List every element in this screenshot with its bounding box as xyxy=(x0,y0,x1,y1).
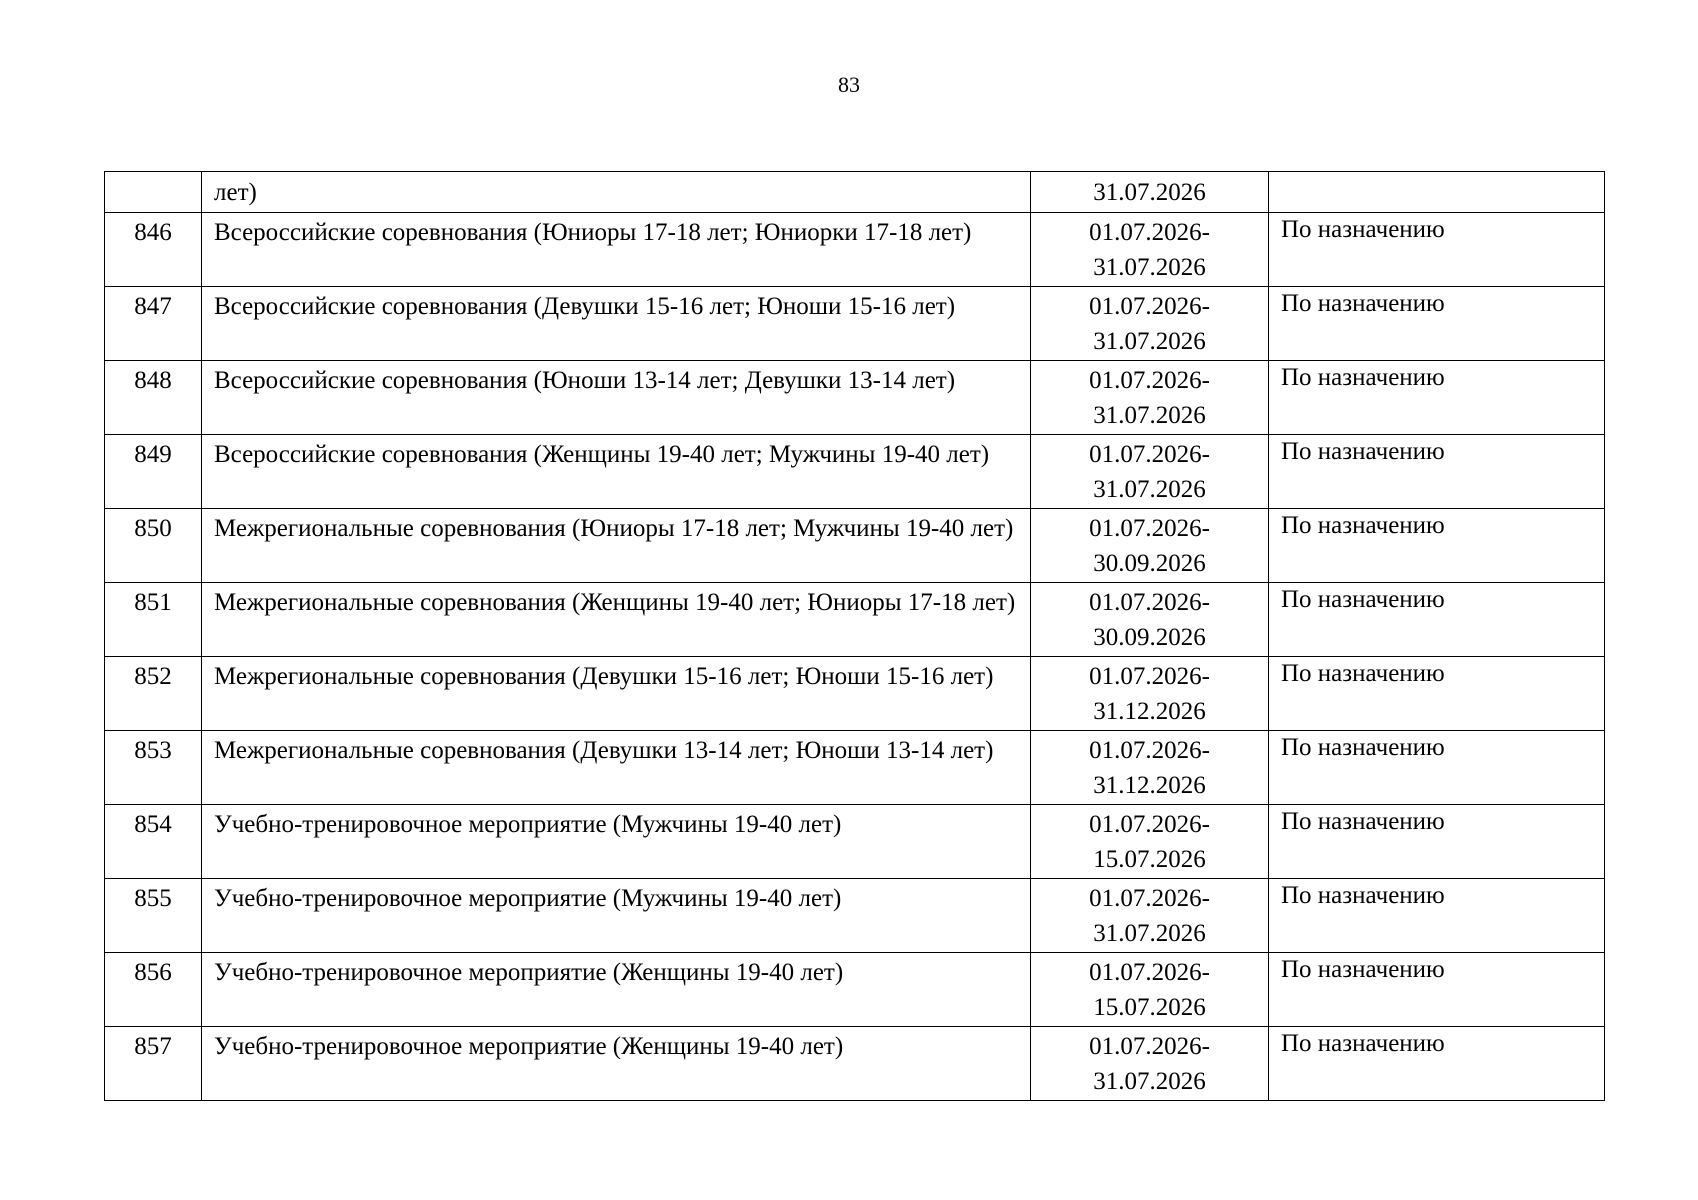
date-start: 01.07.2026- xyxy=(1089,293,1210,320)
table-row xyxy=(105,731,1605,805)
event-dates xyxy=(1031,361,1269,435)
date-start: 01.07.2026- xyxy=(1089,441,1210,468)
date-end: 31.07.2026 xyxy=(1093,1068,1206,1095)
event-note: По назначению xyxy=(1269,287,1605,361)
event-note xyxy=(1269,172,1605,213)
event-dates xyxy=(1031,1027,1269,1101)
table-row xyxy=(105,805,1605,879)
date-start: 01.07.2026- xyxy=(1089,1033,1210,1060)
date-end: 31.07.2026 xyxy=(1093,402,1206,429)
date-end: 31.12.2026 xyxy=(1093,698,1206,725)
event-dates xyxy=(1031,953,1269,1027)
date-end: 30.09.2026 xyxy=(1093,550,1206,577)
event-name: Всероссийские соревнования (Юноши 13-14 лет; Девушки 13-14 лет) xyxy=(202,361,1031,435)
date-start: 01.07.2026- xyxy=(1089,663,1210,690)
date-start: 01.07.2026- xyxy=(1089,367,1210,394)
table-row xyxy=(105,509,1605,583)
row-number: 850 xyxy=(105,509,202,583)
row-number: 851 xyxy=(105,583,202,657)
row-number: 856 xyxy=(105,953,202,1027)
event-note: По назначению xyxy=(1269,805,1605,879)
table-row xyxy=(105,1027,1605,1101)
row-number: 853 xyxy=(105,731,202,805)
event-name: Межрегиональные соревнования (Девушки 15-16 лет; Юноши 15-16 лет) xyxy=(202,657,1031,731)
date-end: 31.07.2026 xyxy=(1093,476,1206,503)
date-start: 01.07.2026- xyxy=(1089,959,1210,986)
event-note: По назначению xyxy=(1269,879,1605,953)
row-number: 855 xyxy=(105,879,202,953)
row-number: 854 xyxy=(105,805,202,879)
event-dates xyxy=(1031,287,1269,361)
event-name: Межрегиональные соревнования (Юниоры 17-18 лет; Мужчины 19-40 лет) xyxy=(202,509,1031,583)
date-start: 01.07.2026- xyxy=(1089,885,1210,912)
event-dates xyxy=(1031,731,1269,805)
date-end: 31.07.2026 xyxy=(1093,254,1206,281)
event-dates xyxy=(1031,657,1269,731)
row-number: 849 xyxy=(105,435,202,509)
table-row xyxy=(105,657,1605,731)
date-start: 01.07.2026- xyxy=(1089,811,1210,838)
table-row xyxy=(105,583,1605,657)
row-number xyxy=(105,172,202,213)
row-number: 846 xyxy=(105,213,202,287)
date-end: 15.07.2026 xyxy=(1093,846,1206,873)
event-name: Межрегиональные соревнования (Женщины 19-40 лет; Юниоры 17-18 лет) xyxy=(202,583,1031,657)
event-note: По назначению xyxy=(1269,435,1605,509)
event-name: Учебно-тренировочное мероприятие (Женщины 19-40 лет) xyxy=(202,1027,1031,1101)
date-end: 31.07.2026 xyxy=(1093,328,1206,355)
date-start: 01.07.2026- xyxy=(1089,737,1210,764)
event-name: Всероссийские соревнования (Женщины 19-40 лет; Мужчины 19-40 лет) xyxy=(202,435,1031,509)
event-name: Межрегиональные соревнования (Девушки 13-14 лет; Юноши 13-14 лет) xyxy=(202,731,1031,805)
table-row xyxy=(105,361,1605,435)
table-row xyxy=(105,213,1605,287)
event-note: По назначению xyxy=(1269,657,1605,731)
date-start: 01.07.2026- xyxy=(1089,219,1210,246)
event-note: По назначению xyxy=(1269,1027,1605,1101)
event-dates xyxy=(1031,435,1269,509)
row-number: 847 xyxy=(105,287,202,361)
event-name: Всероссийские соревнования (Девушки 15-16 лет; Юноши 15-16 лет) xyxy=(202,287,1031,361)
date-start: 01.07.2026- xyxy=(1089,589,1210,616)
row-number: 848 xyxy=(105,361,202,435)
event-dates xyxy=(1031,509,1269,583)
table-row xyxy=(105,435,1605,509)
row-number: 857 xyxy=(105,1027,202,1101)
event-note: По назначению xyxy=(1269,583,1605,657)
date-end: 15.07.2026 xyxy=(1093,994,1206,1021)
event-dates xyxy=(1031,879,1269,953)
row-number: 852 xyxy=(105,657,202,731)
event-name: Учебно-тренировочное мероприятие (Женщины 19-40 лет) xyxy=(202,953,1031,1027)
date-end: 30.09.2026 xyxy=(1093,624,1206,651)
event-note: По назначению xyxy=(1269,213,1605,287)
event-dates xyxy=(1031,172,1269,213)
events-table xyxy=(104,171,1605,1101)
event-name: лет) xyxy=(202,172,1031,213)
table-row xyxy=(105,879,1605,953)
event-dates xyxy=(1031,805,1269,879)
date-end: 31.07.2026 xyxy=(1093,179,1206,206)
table-row xyxy=(105,287,1605,361)
event-name: Учебно-тренировочное мероприятие (Мужчины 19-40 лет) xyxy=(202,879,1031,953)
event-name: Всероссийские соревнования (Юниоры 17-18 лет; Юниорки 17-18 лет) xyxy=(202,213,1031,287)
event-note: По назначению xyxy=(1269,731,1605,805)
event-note: По назначению xyxy=(1269,953,1605,1027)
event-dates xyxy=(1031,213,1269,287)
date-start: 01.07.2026- xyxy=(1089,515,1210,542)
table-row xyxy=(105,953,1605,1027)
event-dates xyxy=(1031,583,1269,657)
event-note: По назначению xyxy=(1269,361,1605,435)
event-note: По назначению xyxy=(1269,509,1605,583)
table-row-continuation xyxy=(105,172,1605,213)
date-end: 31.12.2026 xyxy=(1093,772,1206,799)
event-name: Учебно-тренировочное мероприятие (Мужчины 19-40 лет) xyxy=(202,805,1031,879)
page-number: 83 xyxy=(838,72,860,97)
date-end: 31.07.2026 xyxy=(1093,920,1206,947)
